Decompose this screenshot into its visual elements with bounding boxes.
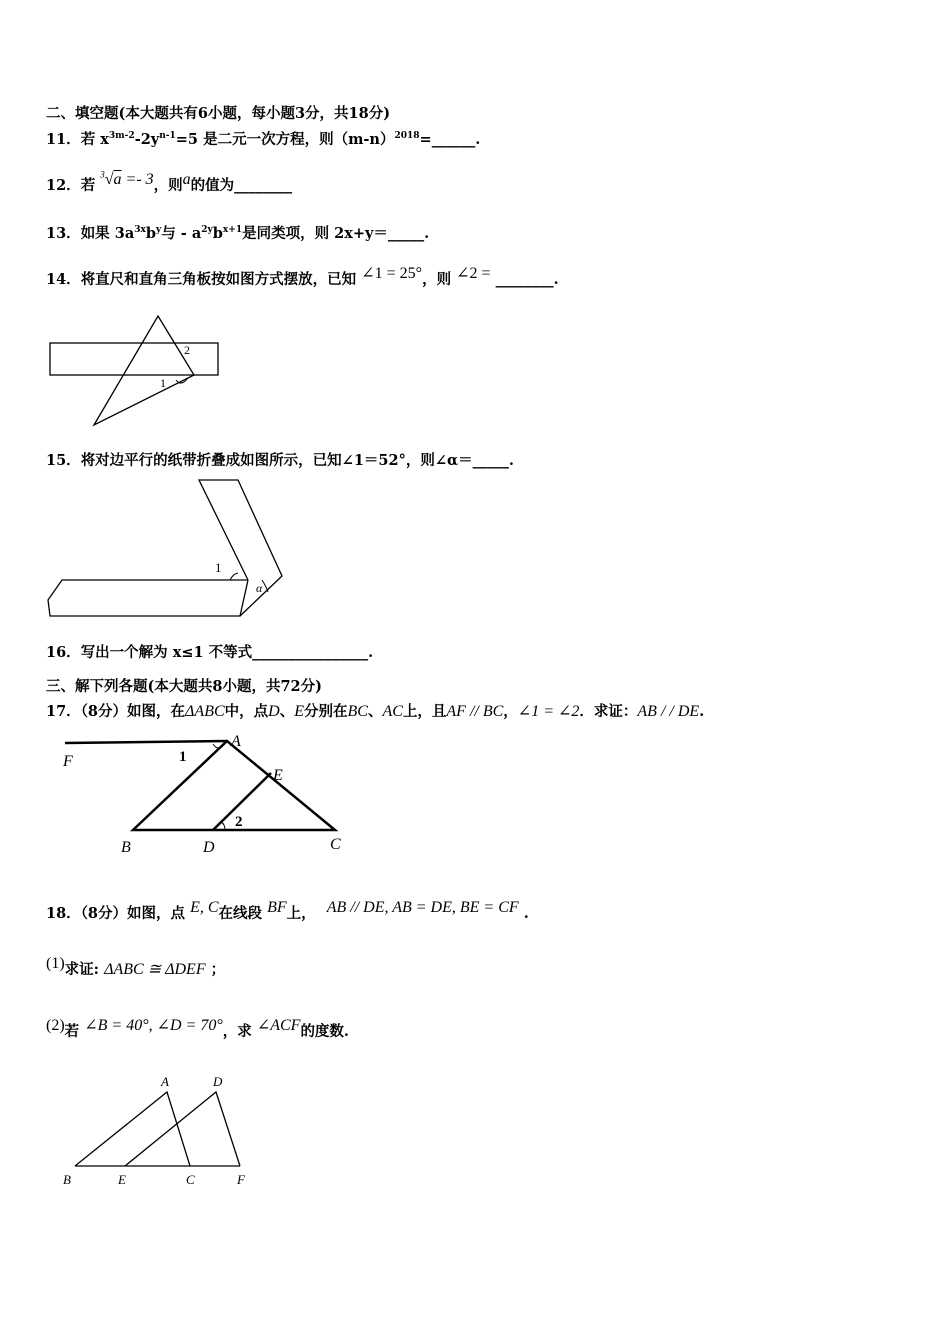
q18-text: 上，: [286, 905, 316, 922]
figure-folded-strip: [40, 472, 300, 632]
figure-triangles-abc-def: [55, 1070, 265, 1195]
point-label-d: D: [213, 1074, 223, 1089]
q14-number: 14．: [46, 271, 81, 288]
q13-text: 如果 3a: [80, 225, 135, 242]
question-18: [46, 899, 529, 923]
q13-exponent: 2y: [201, 225, 213, 236]
q11-text: 若 x: [80, 131, 109, 148]
question-13: [46, 222, 429, 243]
triangle-def: [125, 1092, 240, 1166]
question-16: [46, 641, 373, 662]
q17-text: 中，点: [224, 703, 269, 720]
q18-text: .: [523, 905, 529, 922]
q18-math: E, C: [190, 899, 219, 916]
point-label-e: E: [273, 767, 283, 784]
q17-text: ，: [503, 703, 518, 720]
part2-label: (2): [46, 1017, 65, 1034]
point-label-b: B: [63, 1172, 71, 1187]
part1-label: (1): [46, 955, 65, 972]
q17-math: ΔABC: [185, 703, 225, 720]
q17-text: ．求证：: [579, 703, 638, 720]
q17-math: AB / / DE: [637, 703, 700, 720]
question-18-part-1: [46, 955, 226, 979]
q13-text: 与 - a: [161, 225, 202, 242]
point-label-c: C: [186, 1172, 195, 1187]
point-label-a: A: [231, 733, 241, 750]
angle1-arc: [230, 573, 238, 580]
root-variable: a: [113, 171, 122, 188]
part1-text: ；: [210, 961, 226, 978]
angle-label-2: 2: [184, 343, 190, 357]
q18-text: （8分）如图，点: [80, 905, 186, 922]
q17-math: D: [268, 703, 280, 720]
angle-label-1: 1: [215, 560, 222, 575]
point-label-f: F: [237, 1172, 245, 1187]
q17-text: 上，且: [402, 703, 447, 720]
section3-heading: 三、解下列各题(本大题共8小题，共72分): [46, 678, 322, 695]
point-label-e: E: [118, 1172, 126, 1187]
q17-text: （8分）如图，在: [80, 703, 186, 720]
root-index: 3: [100, 169, 105, 180]
question-11: [46, 128, 480, 149]
figure-triangle-abc: [55, 728, 355, 863]
question-12: [46, 169, 293, 195]
q13-exponent: 3x: [134, 225, 146, 236]
q13-text: b: [212, 225, 223, 242]
angle-label-1: 1: [160, 376, 166, 390]
q11-number: 11．: [46, 131, 81, 148]
q16-text: 写出一个解为 x≤1 不等式________________.: [80, 644, 374, 661]
q18-math: BF: [267, 899, 287, 916]
q11-text: =5 是二元一次方程，则（m-n）: [175, 131, 395, 148]
q17-math: ∠1 = ∠2: [517, 703, 580, 720]
q11-answer-blank: =______.: [419, 131, 481, 148]
q11-exponent: 2018: [394, 131, 420, 142]
q12-answer-blank: 的值为________: [190, 177, 293, 194]
angle1-equation: ∠1 = 25°: [361, 265, 423, 282]
question-15: [46, 449, 514, 470]
question-17: [46, 700, 704, 721]
q13-text: b: [145, 225, 157, 242]
q17-math: AF // BC: [446, 703, 504, 720]
strip-bottom-part: [48, 580, 248, 616]
point-label-f: F: [63, 753, 73, 770]
q18-text: 在线段: [218, 905, 263, 922]
q17-text: 分别在: [303, 703, 348, 720]
q15-text: 将对边平行的纸带折叠成如图所示，已知∠1＝52°，则∠α＝_____.: [80, 452, 514, 469]
q16-number: 16．: [46, 644, 81, 661]
part1-text: 求证:: [64, 961, 100, 978]
q17-text: .: [699, 703, 705, 720]
figure-ruler-triangle: [40, 310, 240, 435]
part2-text: ，求: [222, 1023, 252, 1040]
q11-exponent: 3m-2: [108, 131, 135, 142]
point-label-c: C: [330, 836, 341, 853]
q14-answer-blank: ________.: [495, 271, 559, 288]
ruler-rectangle: [50, 343, 218, 375]
q17-number: 17．: [46, 703, 81, 720]
q11-text: -2y: [134, 131, 160, 148]
q14-text: 将直尺和直角三角板按如图方式摆放，已知: [80, 271, 357, 288]
triangle-abc: [133, 741, 335, 830]
triangle-abc: [75, 1092, 190, 1166]
point-label-d: D: [203, 839, 215, 856]
angle1-arc: [213, 744, 221, 748]
line-af: [65, 741, 227, 743]
point-label-b: B: [121, 839, 131, 856]
q18-math: AB // DE, AB = DE, BE = CF: [326, 899, 519, 916]
part1-math: ΔABC ≅ ΔDEF: [104, 961, 206, 978]
q13-number: 13．: [46, 225, 81, 242]
strip-folded-part: [199, 480, 282, 616]
q17-math: AC: [382, 703, 403, 720]
angle-alpha-arc: [262, 580, 268, 592]
set-square-triangle: [94, 316, 194, 425]
variable-a: a: [182, 171, 191, 188]
q18-number: 18．: [46, 905, 81, 922]
angle-label-1: 1: [179, 749, 187, 765]
part2-math: ∠B = 40°, ∠D = 70°: [84, 1017, 223, 1034]
q17-math: E: [294, 703, 304, 720]
q14-text: ，则: [422, 271, 452, 288]
part2-text: 若: [64, 1023, 80, 1040]
q13-exponent: x+1: [222, 225, 243, 236]
angle-label-2: 2: [235, 814, 243, 830]
q11-exponent: n-1: [159, 131, 176, 142]
question-18-part-2: [46, 1017, 349, 1041]
q15-number: 15．: [46, 452, 81, 469]
q12-text: 若: [80, 177, 96, 194]
angle-label-alpha: α: [256, 581, 263, 595]
part2-math: ∠ACF: [256, 1017, 301, 1034]
q12-number: 12．: [46, 177, 81, 194]
question-14: [46, 265, 559, 289]
root-equation: =- 3: [125, 171, 154, 188]
cube-root-expression: $^3$√a =- 3: [100, 169, 154, 188]
q17-text: 、: [279, 703, 295, 720]
q13-answer-blank: 是同类项，则 2x+y＝_____.: [242, 225, 430, 242]
point-label-a: A: [161, 1074, 169, 1089]
q12-text: ，则: [153, 177, 183, 194]
q13-exponent: y: [156, 225, 162, 236]
part2-text: 的度数.: [300, 1023, 349, 1040]
q17-math: BC: [347, 703, 368, 720]
q17-text: 、: [367, 703, 383, 720]
section2-heading: 二、填空题(本大题共有6小题，每小题3分，共18分): [46, 105, 391, 122]
angle2-expression: ∠2 =: [456, 265, 491, 282]
